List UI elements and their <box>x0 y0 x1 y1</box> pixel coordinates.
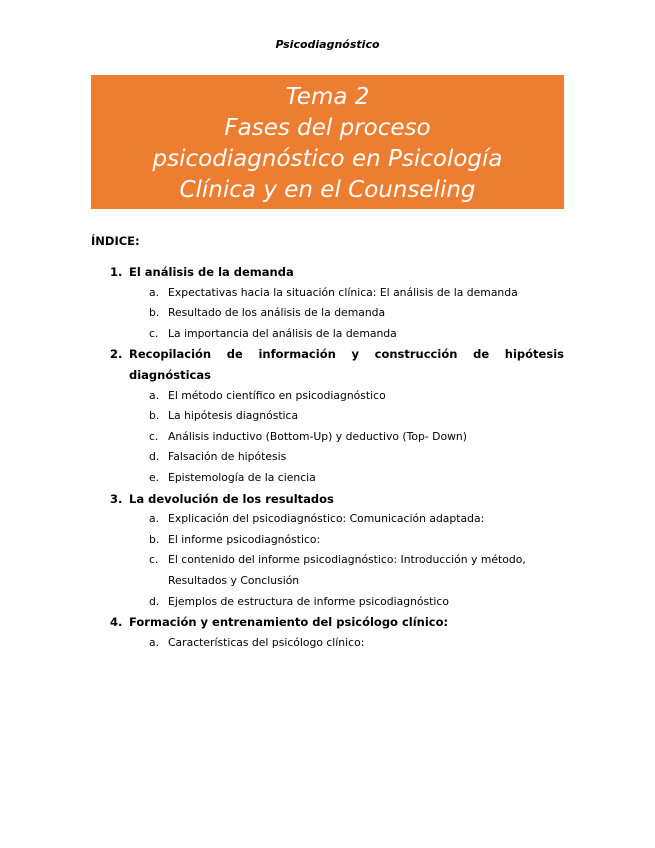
chapter-title-line: Clínica y en el Counseling <box>179 177 476 203</box>
subsection-letter: c. <box>149 553 159 567</box>
toc-subsection <box>91 303 564 324</box>
section-number: 4. <box>110 615 123 630</box>
section-number: 2. <box>110 347 123 362</box>
toc-subsection <box>91 550 564 591</box>
toc-subsection <box>91 592 564 613</box>
subsection-title: Análisis inductivo (Bottom-Up) y deductivo (Top- Down) <box>168 429 467 443</box>
subsection-letter: c. <box>149 429 159 443</box>
toc-subsection <box>91 468 564 489</box>
toc-section <box>91 489 564 510</box>
chapter-title-line: Fases del proceso <box>224 115 431 141</box>
toc-subsection <box>91 283 564 304</box>
subsection-title: Falsación de hipótesis <box>168 450 287 464</box>
subsection-title: Resultado de los análisis de la demanda <box>168 306 386 320</box>
running-header: Psicodiagnóstico <box>275 38 380 51</box>
toc-subsection <box>91 406 564 427</box>
toc-subsection <box>91 427 564 448</box>
section-title: El análisis de la demanda <box>129 265 294 279</box>
section-number: 3. <box>110 491 123 506</box>
toc-subsection <box>91 633 564 654</box>
subsection-letter: b. <box>149 409 160 423</box>
toc-section <box>91 344 564 385</box>
subsection-title: Epistemología de la ciencia <box>168 470 316 484</box>
subsection-title: La hipótesis diagnóstica <box>168 409 299 423</box>
subsection-letter: c. <box>149 326 159 340</box>
chapter-title-box <box>91 75 564 209</box>
section-title: Formación y entrenamiento del psicólogo clínico: <box>129 615 449 630</box>
subsection-title: La importancia del análisis de la demanda <box>168 326 397 340</box>
subsection-title: Características del psicólogo clínico: <box>168 635 365 649</box>
subsection-letter: a. <box>149 635 160 649</box>
subsection-letter: b. <box>149 532 160 546</box>
toc-section <box>91 262 564 283</box>
subsection-title: El método científico en psicodiagnóstico <box>168 388 386 402</box>
subsection-title: El informe psicodiagnóstico: <box>168 532 321 546</box>
subsection-title: El contenido del informe psicodiagnóstico: Introducción y método, Resultados y Conclusión <box>168 553 526 587</box>
toc-subsection <box>91 509 564 530</box>
subsection-letter: d. <box>149 594 160 608</box>
toc-subsection <box>91 530 564 551</box>
table-of-contents <box>91 262 564 653</box>
subsection-letter: d. <box>149 450 160 464</box>
chapter-number: Tema 2 <box>285 84 370 110</box>
subsection-title: Expectativas hacia la situación clínica: El análisis de la demanda <box>168 285 518 299</box>
section-title: La devolución de los resultados <box>129 491 334 506</box>
subsection-letter: e. <box>149 470 160 484</box>
subsection-letter: b. <box>149 306 160 320</box>
section-title: Recopilación de información y construcción de hipótesis diagnósticas <box>129 347 564 382</box>
toc-section <box>91 612 564 633</box>
subsection-letter: a. <box>149 285 160 299</box>
subsection-title: Explicación del psicodiagnóstico: Comunicación adaptada: <box>168 512 485 526</box>
chapter-title-line: psicodiagnóstico en Psicología <box>152 146 503 172</box>
subsection-letter: a. <box>149 512 160 526</box>
subsection-letter: a. <box>149 388 160 402</box>
subsection-title: Ejemplos de estructura de informe psicodiagnóstico <box>168 594 449 608</box>
section-number: 1. <box>110 265 123 279</box>
toc-subsection <box>91 447 564 468</box>
index-heading: ÍNDICE: <box>91 234 140 248</box>
toc-subsection <box>91 386 564 407</box>
toc-subsection <box>91 324 564 345</box>
